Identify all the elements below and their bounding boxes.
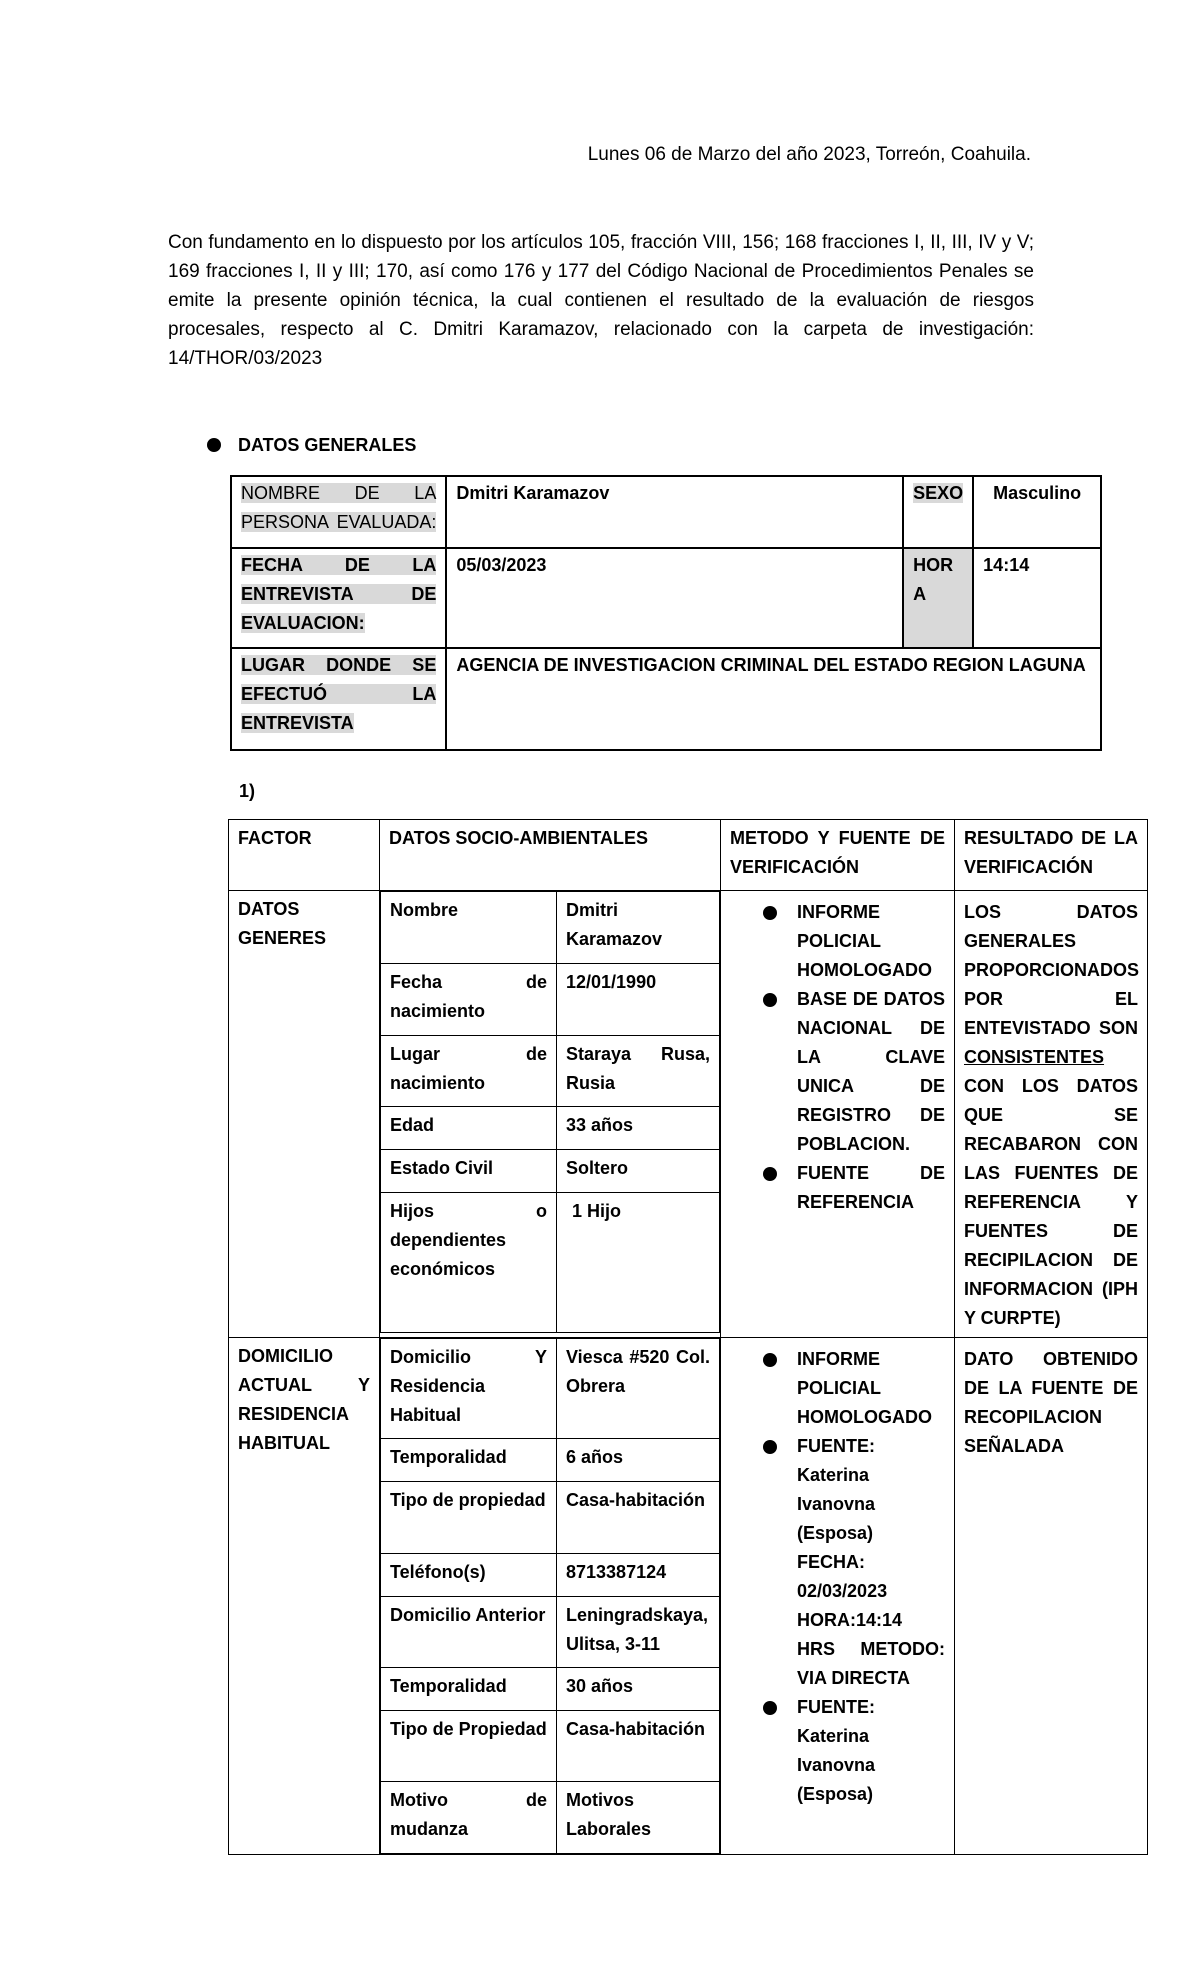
section-number: 1) <box>239 781 256 801</box>
datos-label: Edad <box>381 1107 557 1150</box>
datos-value: Dmitri Karamazov <box>557 892 720 964</box>
datos-value: Motivos Laborales <box>557 1782 720 1854</box>
intro-paragraph: Con fundamento en lo dispuesto por los artículos 105, fracción VIII, 156; 168 fracciones I, II, III, IV y V; 169 fracciones I, II y III; 170, así como 176 y 177 del Código Nacional de Procedimientos Penales se emite la presente opinión técnica, la cual contienen el resultado de la evaluación de riesgos procesales, respecto al C. Dmitri Karamazov, relacionado con la carpeta de investigación: 14/THOR/03/2023 <box>168 232 1034 369</box>
metodo-item: INFORME POLICIAL HOMOLOGADO <box>797 1345 945 1432</box>
header-datos: DATOS SOCIO-AMBIENTALES <box>380 820 721 891</box>
fecha-value: 05/03/2023 <box>446 548 903 648</box>
section-title: DATOS GENERALES <box>238 435 417 455</box>
datos-label: Tipo de propiedad <box>381 1482 557 1554</box>
datos-label: Domicilio Anterior <box>381 1597 557 1668</box>
header-metodo: METODO Y FUENTE DE VERIFICACIÓN <box>721 820 955 891</box>
header-factor: FACTOR <box>229 820 380 891</box>
datos-label: Temporalidad <box>381 1439 557 1482</box>
sexo-value: Masculino <box>973 476 1101 548</box>
hora-value: 14:14 <box>973 548 1101 648</box>
bullet-icon <box>763 993 777 1007</box>
datos-value: 6 años <box>557 1439 720 1482</box>
datos-label: Lugar de nacimiento <box>381 1036 557 1107</box>
metodo-list <box>797 898 945 1217</box>
lugar-value: AGENCIA DE INVESTIGACION CRIMINAL DEL ESTADO REGION LAGUNA <box>446 648 1101 750</box>
datos-label: Teléfono(s) <box>381 1554 557 1597</box>
metodo-item: FUENTE: Katerina Ivanovna (Esposa) <box>797 1693 945 1809</box>
sexo-label: SEXO <box>903 476 973 548</box>
bullet-icon <box>763 1440 777 1454</box>
bullet-icon <box>763 906 777 920</box>
datos-value: Staraya Rusa, Rusia <box>557 1036 720 1107</box>
datos-subtable <box>380 1338 720 1854</box>
datos-value: 8713387124 <box>557 1554 720 1597</box>
factor-cell: DATOS GENERES <box>229 891 380 1338</box>
metodo-cell <box>721 891 955 1338</box>
datos-value: Soltero <box>557 1150 720 1193</box>
resultado-cell: DATO OBTENIDO DE LA FUENTE DE RECOPILACION SEÑALADA <box>955 1338 1148 1855</box>
nombre-label: NOMBRE DE LA PERSONA EVALUADA: <box>231 476 446 548</box>
datos-value: 1 Hijo <box>557 1193 720 1333</box>
hora-label: HORA <box>903 548 973 648</box>
datos-label: Tipo de Propiedad <box>381 1711 557 1782</box>
header-resultado: RESULTADO DE LA VERIFICACIÓN <box>955 820 1148 891</box>
datos-value: Casa-habitación <box>557 1482 720 1554</box>
datos-cell <box>380 891 721 1338</box>
datos-subtable <box>380 891 720 1333</box>
datos-value: Viesca #520 Col. Obrera <box>557 1339 720 1439</box>
document-date: Lunes 06 de Marzo del año 2023, Torreón, Coahuila. <box>587 144 1031 165</box>
metodo-item: INFORME POLICIAL HOMOLOGADO <box>797 898 945 985</box>
factors-table <box>228 819 1148 1855</box>
bullet-icon <box>207 438 221 452</box>
resultado-cell: LOS DATOS GENERALES PROPORCIONADOS POR EL ENTEVISTADO SON CONSISTENTES CON LOS DATOS QUE SE RECABARON CON LAS FUENTES DE REFERENCIA Y FUENTES DE RECIPILACION DE INFORMACION (IPH Y CURPTE) <box>955 891 1148 1338</box>
general-data-table <box>230 475 1102 751</box>
datos-value: 33 años <box>557 1107 720 1150</box>
datos-label: Nombre <box>381 892 557 964</box>
datos-label: Hijos o dependientes económicos <box>381 1193 557 1333</box>
nombre-value: Dmitri Karamazov <box>446 476 903 548</box>
bullet-icon <box>763 1167 777 1181</box>
lugar-label: LUGAR DONDE SE EFECTUÓ LA ENTREVISTA <box>231 648 446 750</box>
datos-value: Leningradskaya, Ulitsa, 3-11 <box>557 1597 720 1668</box>
datos-value: 30 años <box>557 1668 720 1711</box>
fecha-label: FECHA DE LA ENTREVISTA DE EVALUACION: <box>231 548 446 648</box>
metodo-item: FUENTE DE REFERENCIA <box>797 1159 945 1217</box>
bullet-icon <box>763 1353 777 1367</box>
datos-label: Domicilio Y Residencia Habitual <box>381 1339 557 1439</box>
metodo-list <box>797 1345 945 1809</box>
datos-label: Motivo de mudanza <box>381 1782 557 1854</box>
datos-value: 12/01/1990 <box>557 964 720 1036</box>
bullet-icon <box>763 1701 777 1715</box>
factor-cell: DOMICILIO ACTUAL Y RESIDENCIA HABITUAL <box>229 1338 380 1855</box>
metodo-cell <box>721 1338 955 1855</box>
datos-label: Temporalidad <box>381 1668 557 1711</box>
metodo-item: FUENTE: Katerina Ivanovna (Esposa) FECHA: 02/03/2023 HORA:14:14 HRS METODO: VIA DIRECTA <box>797 1432 945 1693</box>
metodo-item: BASE DE DATOS NACIONAL DE LA CLAVE UNICA DE REGISTRO DE POBLACION. <box>797 985 945 1159</box>
datos-label: Fecha de nacimiento <box>381 964 557 1036</box>
datos-label: Estado Civil <box>381 1150 557 1193</box>
datos-value: Casa-habitación <box>557 1711 720 1782</box>
datos-cell <box>380 1338 721 1855</box>
